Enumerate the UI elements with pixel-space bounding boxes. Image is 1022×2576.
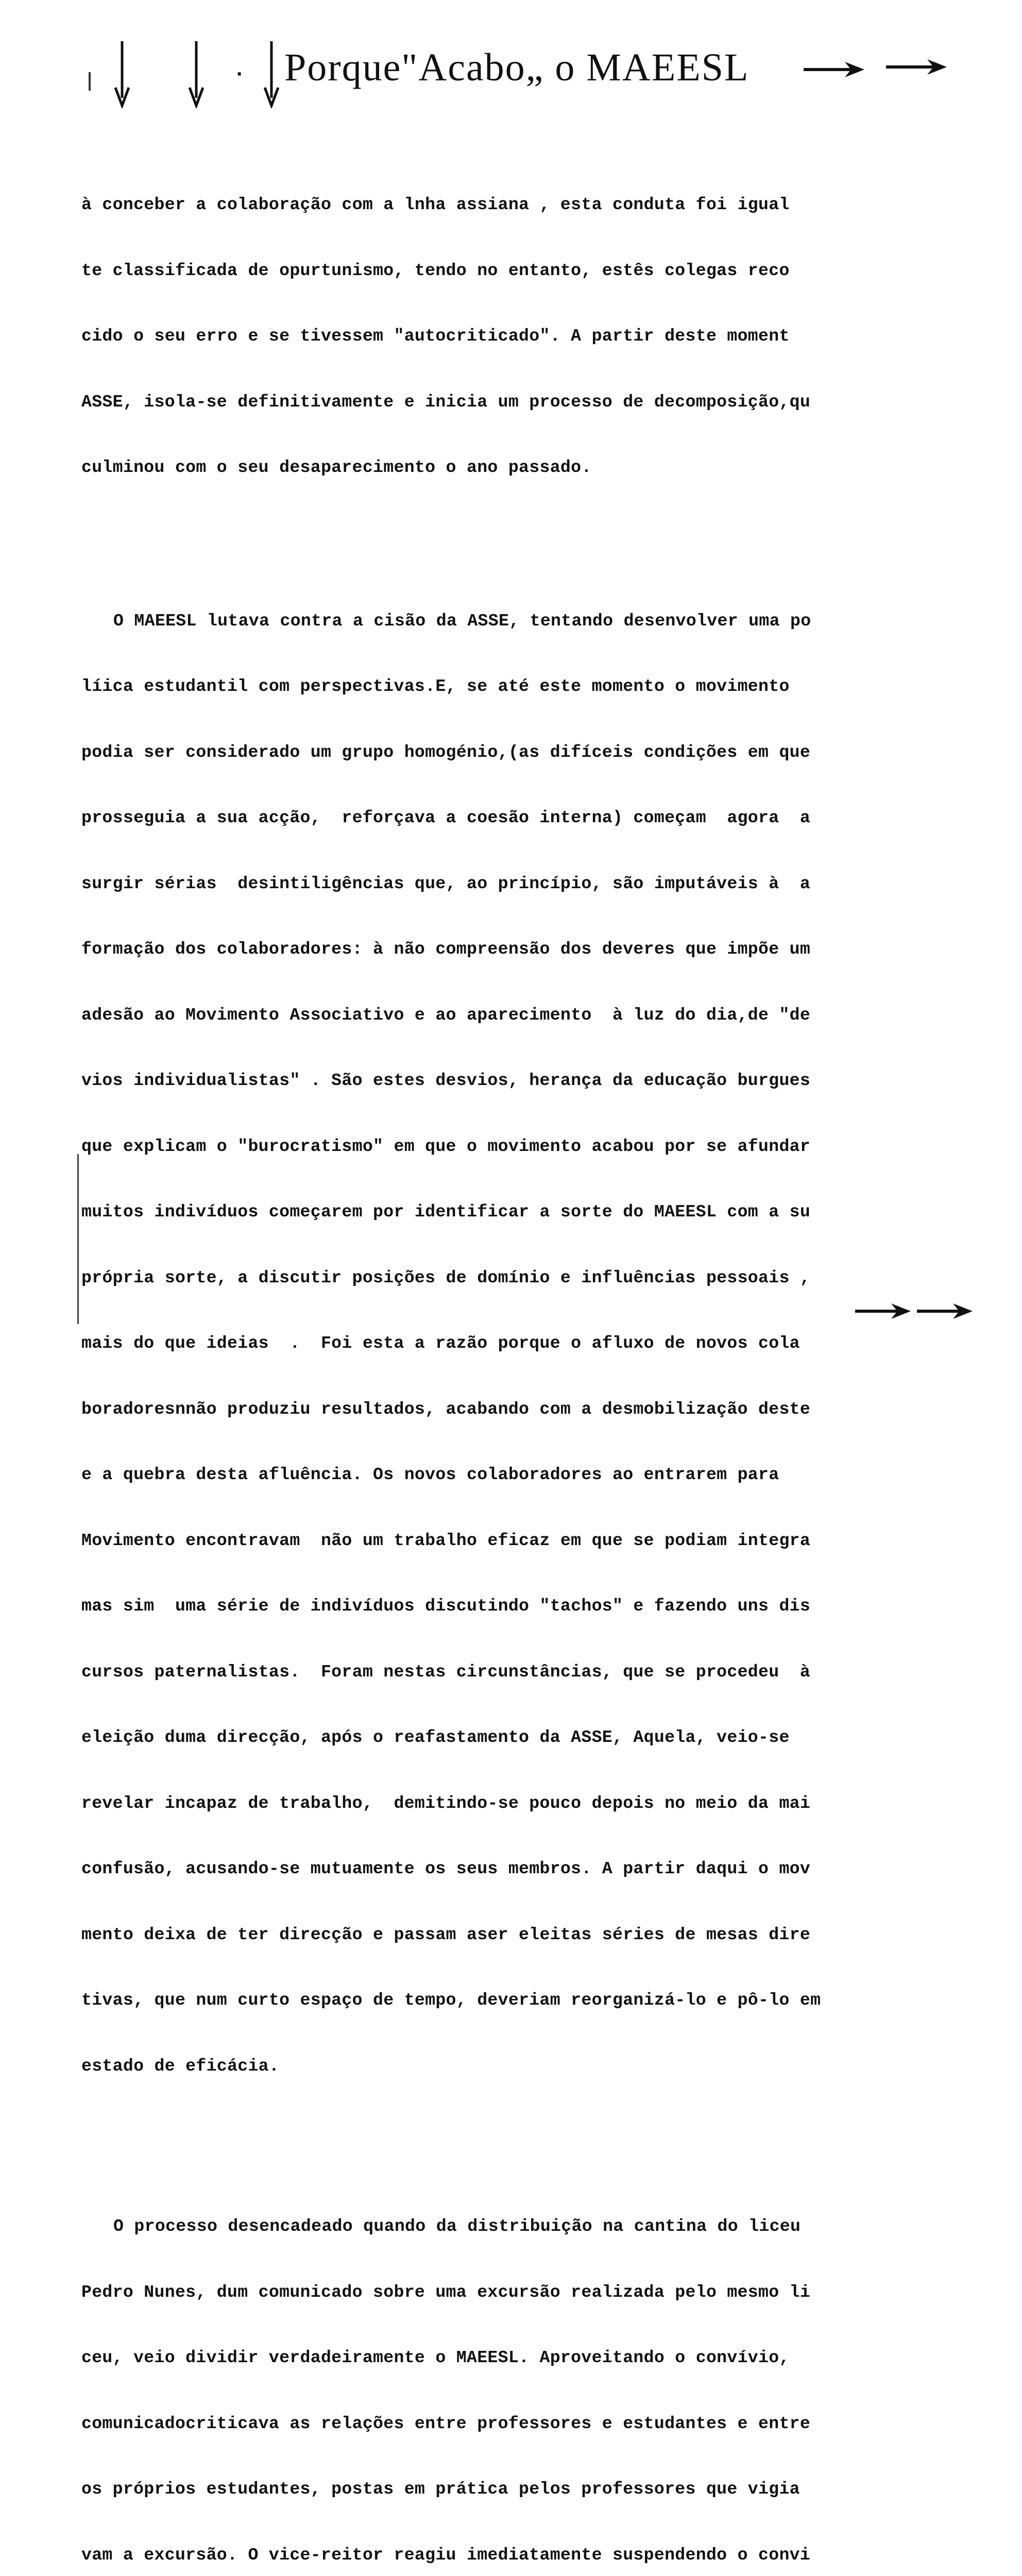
arrow-down-icon xyxy=(114,41,130,108)
arrow-down-icon xyxy=(264,41,279,108)
text-line: cido o seu erro e se tivessem "autocriticado". A partir deste moment xyxy=(81,326,790,346)
footer-arrows xyxy=(855,1301,974,1321)
text-line: revelar incapaz de trabalho, demitindo-se pouco depois no meio da mai xyxy=(81,1793,811,1813)
text-line: prosseguia a sua acção, reforçava a coesão interna) começam agora a xyxy=(81,808,811,827)
text-line: própria sorte, a discutir posições de domínio e influências pessoais , xyxy=(81,1267,811,1287)
text-line: vam a excursão. O vice-reitor reagiu imediatamente suspendendo o convi xyxy=(81,2545,811,2565)
text-line: podia ser considerado um grupo homogénio,(as difíceis condições em que xyxy=(81,742,811,762)
page-header xyxy=(0,31,1022,108)
margin-mark xyxy=(89,72,91,91)
paragraph xyxy=(81,566,978,2121)
paragraph xyxy=(81,150,978,522)
text-line: Movimento encontravam não um trabalho eficaz em que se podiam integra xyxy=(81,1530,811,1550)
text-line: e a quebra desta afluência. Os novos colaboradores ao entrarem para xyxy=(81,1465,779,1484)
header-dot: · xyxy=(233,62,246,87)
text-line: culminou com o seu desaparecimento o ano passado. xyxy=(81,457,592,477)
body-text xyxy=(81,106,978,2576)
text-line: cursos paternalistas. Foram nestas circunstâncias, que se procedeu à xyxy=(81,1662,811,1682)
text-line: formação dos colaboradores: à não compreensão dos deveres que impõe um xyxy=(81,939,811,959)
arrow-right-icon xyxy=(804,59,865,80)
text-line: Pedro Nunes, dum comunicado sobre uma excursão realizada pelo mesmo li xyxy=(81,2282,811,2302)
text-line: confusão, acusando-se mutuamente os seus membros. A partir daqui o mov xyxy=(81,1859,811,1878)
page-title: Porque"Acabo„ o MAEESL xyxy=(284,46,750,89)
text-line: à conceber a colaboração com a lnha assiana , esta conduta foi igual xyxy=(81,195,790,214)
text-line: mento deixa de ter direcção e passam aser eleitas séries de mesas dire xyxy=(81,1924,811,1944)
text-line: ASSE, isola-se definitivamente e inicia um processo de decomposição,qu xyxy=(81,392,811,412)
text-line: estado de eficácia. xyxy=(81,2056,280,2076)
text-line: O MAEESL lutava contra a cisão da ASSE, tentando desenvolver uma po xyxy=(113,611,811,631)
text-line: te classificada de opurtunismo, tendo no entanto, estês colegas reco xyxy=(81,260,790,280)
text-line: boradoresnnão produziu resultados, acabando com a desmobilização deste xyxy=(81,1399,811,1419)
text-line: mas sim uma série de indivíduos discutindo "tachos" e fazendo uns dis xyxy=(81,1596,811,1616)
arrow-right-icon xyxy=(855,1303,911,1319)
arrow-right-icon xyxy=(886,57,948,77)
text-line: tivas, que num curto espaço de tempo, deveriam reorganizá-lo e pô-lo em xyxy=(81,1990,821,2010)
text-line: vios individualistas" . São estes desvios, herança da educação burgues xyxy=(81,1071,811,1090)
text-line: ceu, veio dividir verdadeiramente o MAEESL. Aproveitando o convívio, xyxy=(81,2348,790,2367)
text-line: adesão ao Movimento Associativo e ao aparecimento à luz do dia,de "de xyxy=(81,1005,811,1025)
text-line: mais do que ideias . Foi esta a razão porque o afluxo de novos cola xyxy=(81,1333,800,1353)
arrow-right-icon xyxy=(917,1303,973,1319)
paragraph xyxy=(81,2172,978,2576)
arrow-down-icon xyxy=(189,41,204,108)
text-line: líica estudantil com perspectivas.E, se até este momento o movimento xyxy=(81,676,790,696)
text-line: O processo desencadeado quando da distribuição na cantina do liceu xyxy=(113,2216,801,2236)
text-line: muitos indivíduos começarem por identificar a sorte do MAEESL com a su xyxy=(81,1202,811,1222)
text-line: surgir sérias desintiligências que, ao princípio, são imputáveis à a xyxy=(81,873,811,893)
text-line: os próprios estudantes, postas em prática pelos professores que vigia xyxy=(81,2479,800,2499)
text-line: que explicam o "burocratismo" em que o movimento acabou por se afundar xyxy=(81,1136,811,1156)
text-line: eleição duma direcção, após o reafastamento da ASSE, Aquela, veio-se xyxy=(81,1727,790,1747)
text-line: comunicadocriticava as relações entre professores e estudantes e entre xyxy=(81,2413,811,2433)
margin-rule xyxy=(77,1154,79,1324)
